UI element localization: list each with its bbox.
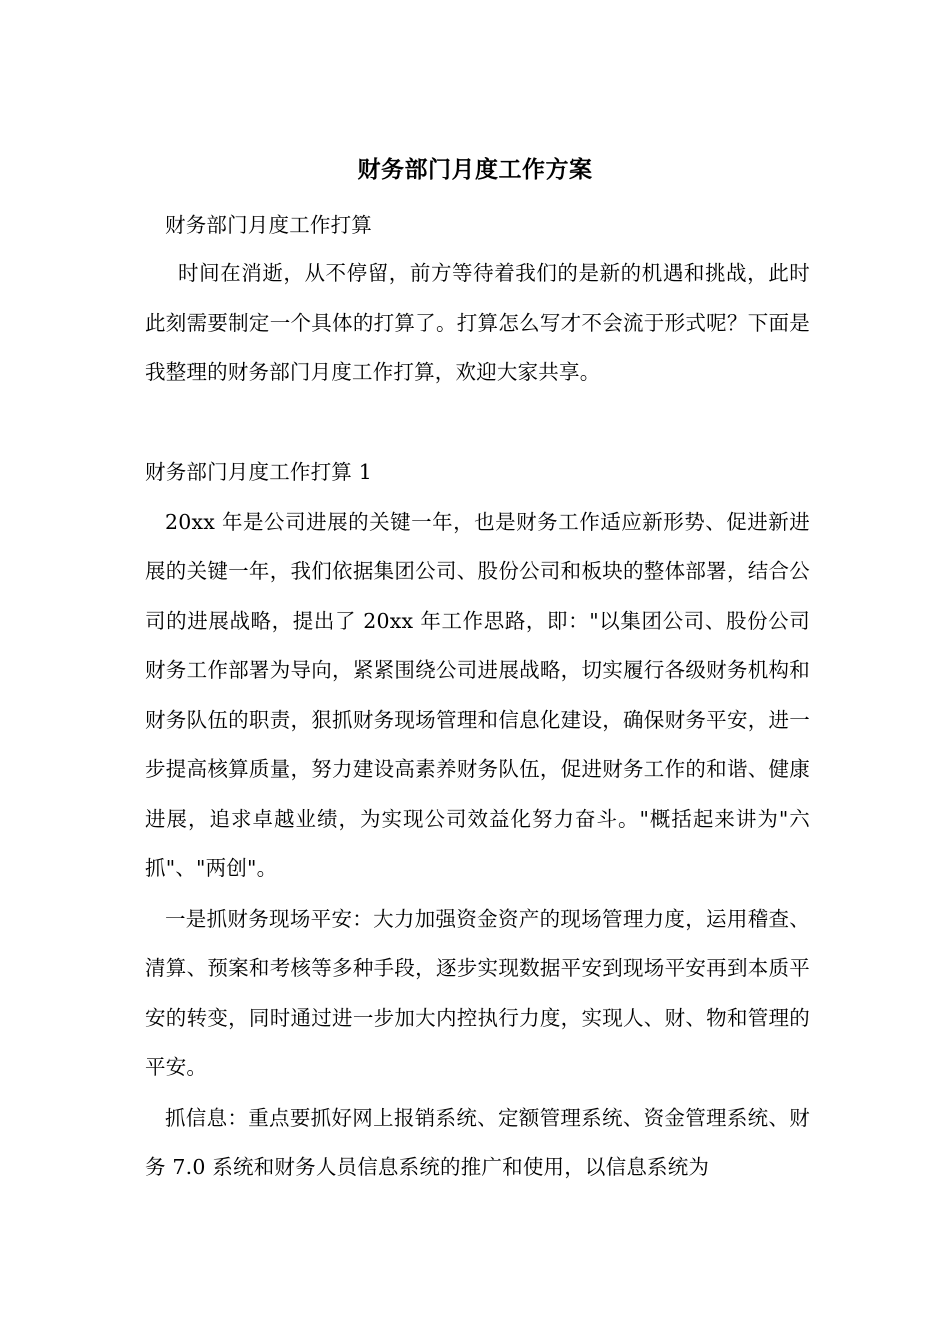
intro-paragraph: 时间在消逝，从不停留，前方等待着我们的是新的机遇和挑战，此时此刻需要制定一个具体的打算了。打算怎么写才不会流于形式呢？下面是我整理的财务部门月度工作打算，欢迎大家共享。 [145,261,810,384]
intro-block [145,249,810,399]
section-1-heading: 财务部门月度工作打算 1 [145,460,372,484]
body-paragraph: 一是抓财务现场平安：大力加强资金资产的现场管理力度，运用稽查、清算、预案和考核等多种手段，逐步实现数据平安到现场平安再到本质平安的转变，同时通过进一步加大内控执行力度，实现人、财、物和管理的平安。 [145,906,810,1079]
document-title: 财务部门月度工作方案 [357,156,593,183]
section-1 [145,448,810,1194]
document-subtitle-block [145,200,810,250]
body-paragraph: 20xx 年是公司进展的关键一年，也是财务工作适应新形势、促进新进展的关键一年，我们依据集团公司、股份公司和板块的整体部署，结合公司的进展战略，提出了 20xx 年工作思路，即："以集团公司、股份公司财务工作部署为导向，紧紧围绕公司进展战略，切实履行各级财务机构和财务队伍的职责，狠抓财务现场管理和信息化建设，确保财务平安，进一步提高核算质量，努力建设高素养财务队伍，促进财务工作的和谐、健康进展，追求卓越业绩，为实现公司效益化努力奋斗。"概括起来讲为"六抓"、"两创"。 [145,509,810,880]
body-paragraph: 抓信息：重点要抓好网上报销系统、定额管理系统、资金管理系统、财务 7.0 系统和财务人员信息系统的推广和使用，以信息系统为 [145,1105,810,1179]
document-subtitle: 财务部门月度工作打算 [165,213,372,237]
